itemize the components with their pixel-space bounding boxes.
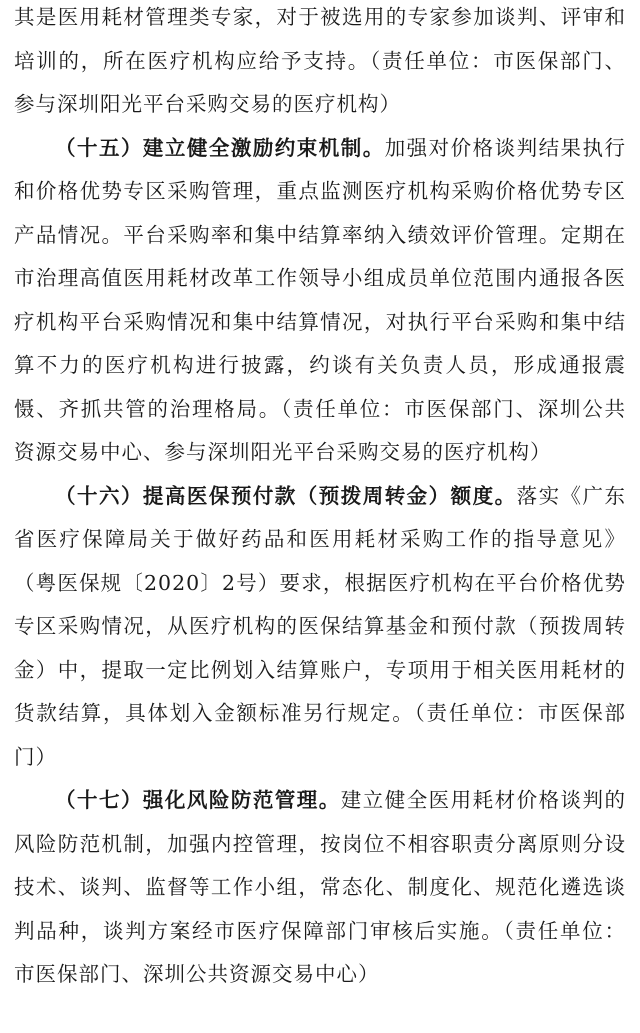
paragraph-section-17: [14, 779, 626, 997]
section-heading: （十五）建立健全激励约束机制。: [55, 135, 385, 160]
paragraph-body: 其是医用耗材管理类专家，对于被选用的专家参加谈判、评审和培训的，所在医疗机构应给予支持。（责任单位：市医保部门、参与深圳阳光平台采购交易的医疗机构）: [14, 5, 626, 116]
paragraph-body: 落实《广东省医疗保障局关于做好药品和医用耗材采购工作的指导意见》（粤医保规〔2020〕2号）要求，根据医疗机构在平台价格优势专区采购情况，从医疗机构的医保结算基金和预付款（预拨周转金）中，提取一定比例划入结算账户，专项用于相关医用耗材的货款结算，具体划入金额标准另行规定。（责任单位：市医保部门）: [14, 483, 627, 769]
paragraph-section-15: [14, 127, 626, 475]
paragraph-body: 建立健全医用耗材价格谈判的风险防范机制，加强内控管理，按岗位不相容职责分离原则分设技术、谈判、监督等工作小组，常态化、制度化、规范化遴选谈判品种，谈判方案经市医疗保障部门审核后实施。（责任单位：市医保部门、深圳公共资源交易中心）: [14, 788, 627, 986]
paragraph-continuation: [14, 0, 626, 127]
section-heading: （十六）提高医保预付款（预拨周转金）额度。: [55, 483, 517, 508]
paragraph-body: 加强对价格谈判结果执行和价格优势专区采购管理，重点监测医疗机构采购价格优势专区产品情况。平台采购率和集中结算率纳入绩效评价管理。定期在市治理高值医用耗材改革工作领导小组成员单位范围内通报各医疗机构平台采购情况和集中结算情况，对执行平台采购和集中结算不力的医疗机构进行披露，约谈有关负责人员，形成通报震慑、齐抓共管的治理格局。（责任单位：市医保部门、深圳公共资源交易中心、参与深圳阳光平台采购交易的医疗机构）: [14, 135, 627, 464]
section-heading: （十七）强化风险防范管理。: [55, 788, 341, 812]
paragraph-section-16: [14, 475, 626, 780]
